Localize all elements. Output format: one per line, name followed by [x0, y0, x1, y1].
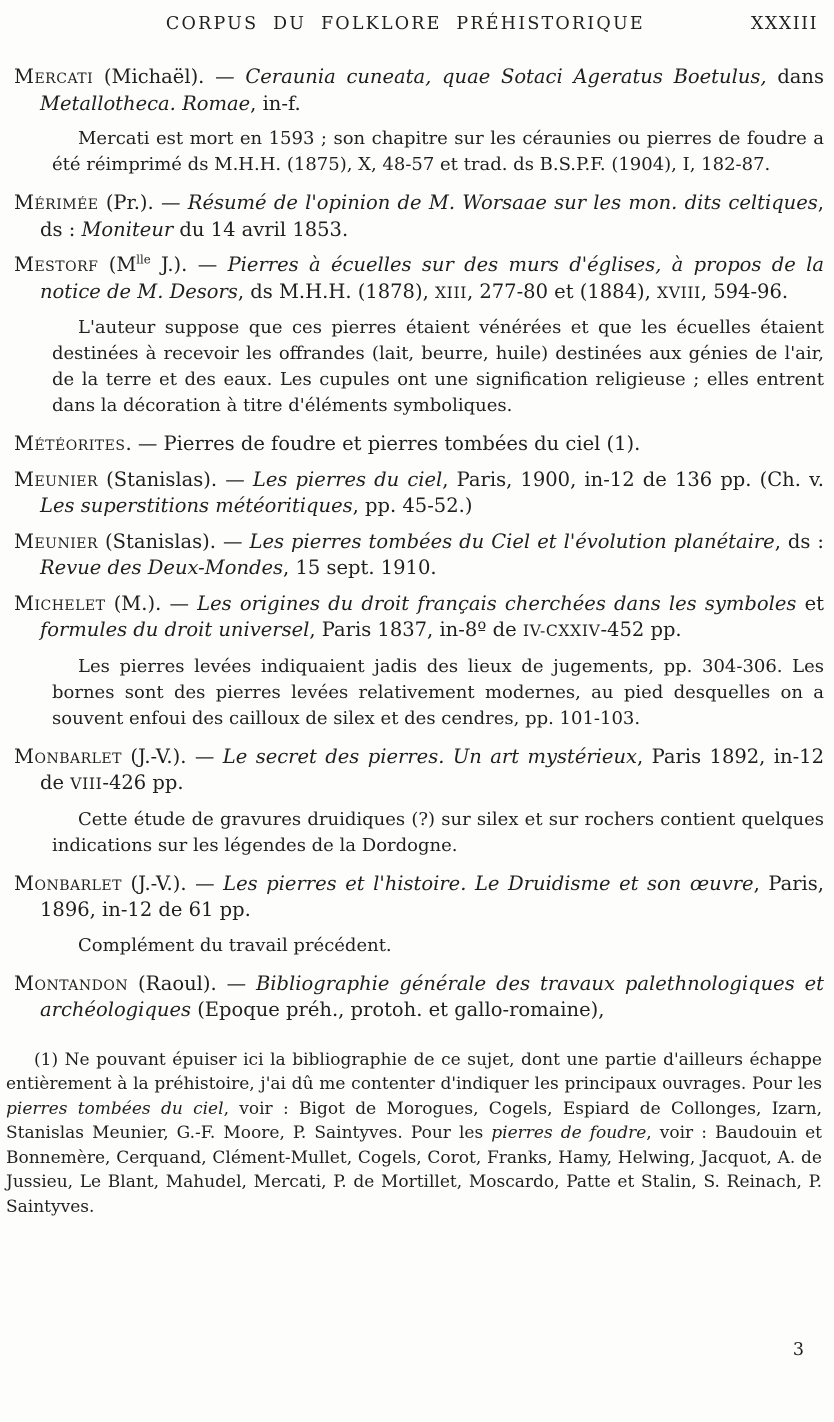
bibliography-entry	[6, 971, 824, 1024]
work-title: Metallotheca.	[40, 91, 176, 115]
text: Complément du travail précédent.	[78, 934, 392, 956]
work-title: Résumé de l'opinion de M. Worsaae sur les mon. dits celtiques	[187, 191, 818, 214]
page-number: XXXIII	[750, 14, 818, 34]
text: J.). —	[150, 253, 228, 276]
text: L'auteur suppose que ces pierres étaient vénérées et que les écuelles étaient destinées à recevoir les offrandes (lait, beurre, huile) destinées aux génies de l'air, de la terre et des eaux. Les cupules ont une signification religieuse ; elles entrent dans la décoration à titre d'éléments symboliques.	[52, 317, 824, 416]
text: , voir : Baudouin et Bonnemère, Cerquand, Clément-Mullet, Cogels, Corot, Franks, Hamy, Helwing, Jacquot, A. de Jussieu, Le Blant, Mahudel, Mercati, P. de Mortillet, Moscardo, Patte et Stalin, S. Reinach, P. Saintyves.	[6, 1123, 822, 1217]
text: , Paris, 1896, in-12 de 61 pp.	[40, 871, 824, 921]
text: (Michaël). —	[93, 65, 246, 88]
work-title: Romae	[182, 91, 251, 115]
text: , Paris 1892, in-12 de	[40, 744, 824, 794]
author-name: Mestorf	[14, 253, 99, 276]
work-title: Le secret des pierres. Un art mystérieux	[222, 744, 638, 768]
text: (J.-V.). —	[122, 871, 224, 895]
work-title: Les pierres du ciel	[252, 467, 443, 491]
text: . — Pierres de foudre et pierres tombées du ciel (1).	[125, 432, 641, 455]
text: , ds :	[40, 191, 824, 241]
text: (Epoque préh., protoh. et gallo-romaine),	[191, 998, 605, 1021]
bibliography-entry	[6, 467, 824, 520]
text: (J.-V.). —	[122, 744, 223, 768]
bibliography-entry	[6, 744, 824, 798]
text: (M.). —	[105, 591, 198, 615]
text: , pp. 45-52.)	[352, 494, 473, 517]
work-title: pierres tombées du ciel	[6, 1098, 224, 1119]
roman-numeral: VIII	[70, 775, 103, 793]
annotation-note	[52, 126, 824, 178]
superscript: lle	[136, 252, 151, 267]
author-name: Mercati	[14, 65, 94, 88]
text: , 15 sept. 1910.	[283, 556, 437, 579]
author-name: Meunier	[14, 529, 99, 553]
author-name: Monbarlet	[14, 744, 122, 768]
text: (Raoul). —	[128, 971, 256, 995]
text: Les pierres levées indiquaient jadis des lieux de jugements, pp. 304-306. Les bornes sont des pierres levées relativement modernes, au pied desquelles on a souvent enfoui des cailloux de silex et des cendres, pp. 101-103.	[52, 655, 824, 729]
running-title: CORPUS DU FOLKLORE PRÉHISTORIQUE	[165, 14, 645, 34]
work-title: Les origines du droit français cherchées dans les symboles	[197, 591, 797, 615]
footnote-block	[6, 1048, 824, 1220]
text: , 594-96.	[700, 279, 789, 303]
work-title: Les superstitions météoritiques	[40, 494, 353, 517]
author-name: Météorites	[14, 432, 126, 455]
author-name: Michelet	[14, 591, 106, 615]
text: du 14 avril 1853.	[173, 217, 349, 241]
text: (1) Ne pouvant épuiser ici la bibliographie de ce sujet, dont une partie d'ailleurs échappe entièrement à la préhistoire, j'ai dû me contenter d'indiquer les principaux ouvrages. Pour les	[6, 1049, 822, 1094]
bibliography-entry	[6, 591, 824, 645]
annotation-note	[52, 933, 824, 959]
text: (Stanislas). —	[98, 467, 253, 491]
page-header	[6, 12, 824, 42]
work-title: Ceraunia cuneata, quae Sotaci Ageratus Boetulus,	[245, 65, 767, 88]
text: , in-f.	[250, 91, 301, 115]
text: (M	[98, 253, 137, 276]
bibliography-entry	[6, 529, 824, 582]
text: , Paris, 1900, in-12 de 136 pp. (Ch. v.	[442, 467, 824, 491]
roman-numeral: IV-CXXIV	[522, 622, 601, 640]
text: et	[796, 591, 824, 615]
text: , ds :	[774, 529, 824, 553]
author-name: Meunier	[14, 467, 99, 491]
text: (Stanislas). —	[98, 529, 250, 553]
work-title: Pierres à écuelles sur des murs d'églises, à propos de la notice de M. Desors	[40, 253, 825, 303]
text: Cette étude de gravures druidiques (?) sur silex et sur rochers contient quelques indications sur les légendes de la Dordogne.	[52, 808, 824, 856]
roman-numeral: XIII	[434, 283, 467, 302]
work-title: Les pierres et l'histoire. Le Druidisme et son œuvre	[223, 871, 754, 895]
text: Mercati est mort en 1593 ; son chapitre sur les céraunies ou pierres de foudre a été réimprimé ds M.H.H. (1875), X, 48-57 et trad. ds B.S.P.F. (1904), I, 182-87.	[52, 128, 824, 175]
text: , Paris 1837, in-8º de	[309, 618, 523, 641]
bibliography-entry	[6, 252, 824, 306]
bibliography-list	[6, 64, 824, 1024]
author-name: Mérimée	[14, 191, 99, 214]
text: , 277-80 et (1884),	[466, 279, 657, 303]
bibliography-entry	[6, 431, 824, 458]
work-title: formules du droit universel	[40, 618, 310, 641]
work-title: pierres de foudre	[491, 1123, 647, 1143]
text: -426 pp.	[102, 771, 184, 794]
annotation-note	[52, 654, 824, 732]
text: dans	[766, 65, 824, 88]
author-name: Monbarlet	[14, 871, 122, 895]
annotation-note	[52, 315, 824, 419]
bibliography-entry	[6, 190, 824, 243]
text: -452 pp.	[600, 618, 682, 641]
signature-mark: 3	[792, 1340, 804, 1360]
work-title: Bibliographie générale des travaux palethnologiques et archéologiques	[40, 971, 824, 1021]
bibliography-entry	[6, 64, 824, 117]
work-title: Moniteur	[81, 217, 174, 241]
bibliography-entry	[6, 871, 824, 924]
work-title: Revue des Deux-Mondes	[40, 556, 284, 579]
author-name: Montandon	[14, 971, 129, 995]
footnote-text	[6, 1048, 822, 1220]
annotation-note	[52, 807, 824, 859]
text: , voir : Bigot de Morogues, Cogels, Espiard de Collonges, Izarn, Stanislas Meunier, G.-F. Moore, P. Saintyves. Pour les	[6, 1098, 822, 1143]
work-title: Les pierres tombées du Ciel et l'évolution planétaire	[249, 529, 775, 553]
text: (Pr.). —	[98, 191, 188, 214]
roman-numeral: XVIII	[657, 283, 701, 302]
text: , ds M.H.H. (1878),	[237, 279, 435, 303]
